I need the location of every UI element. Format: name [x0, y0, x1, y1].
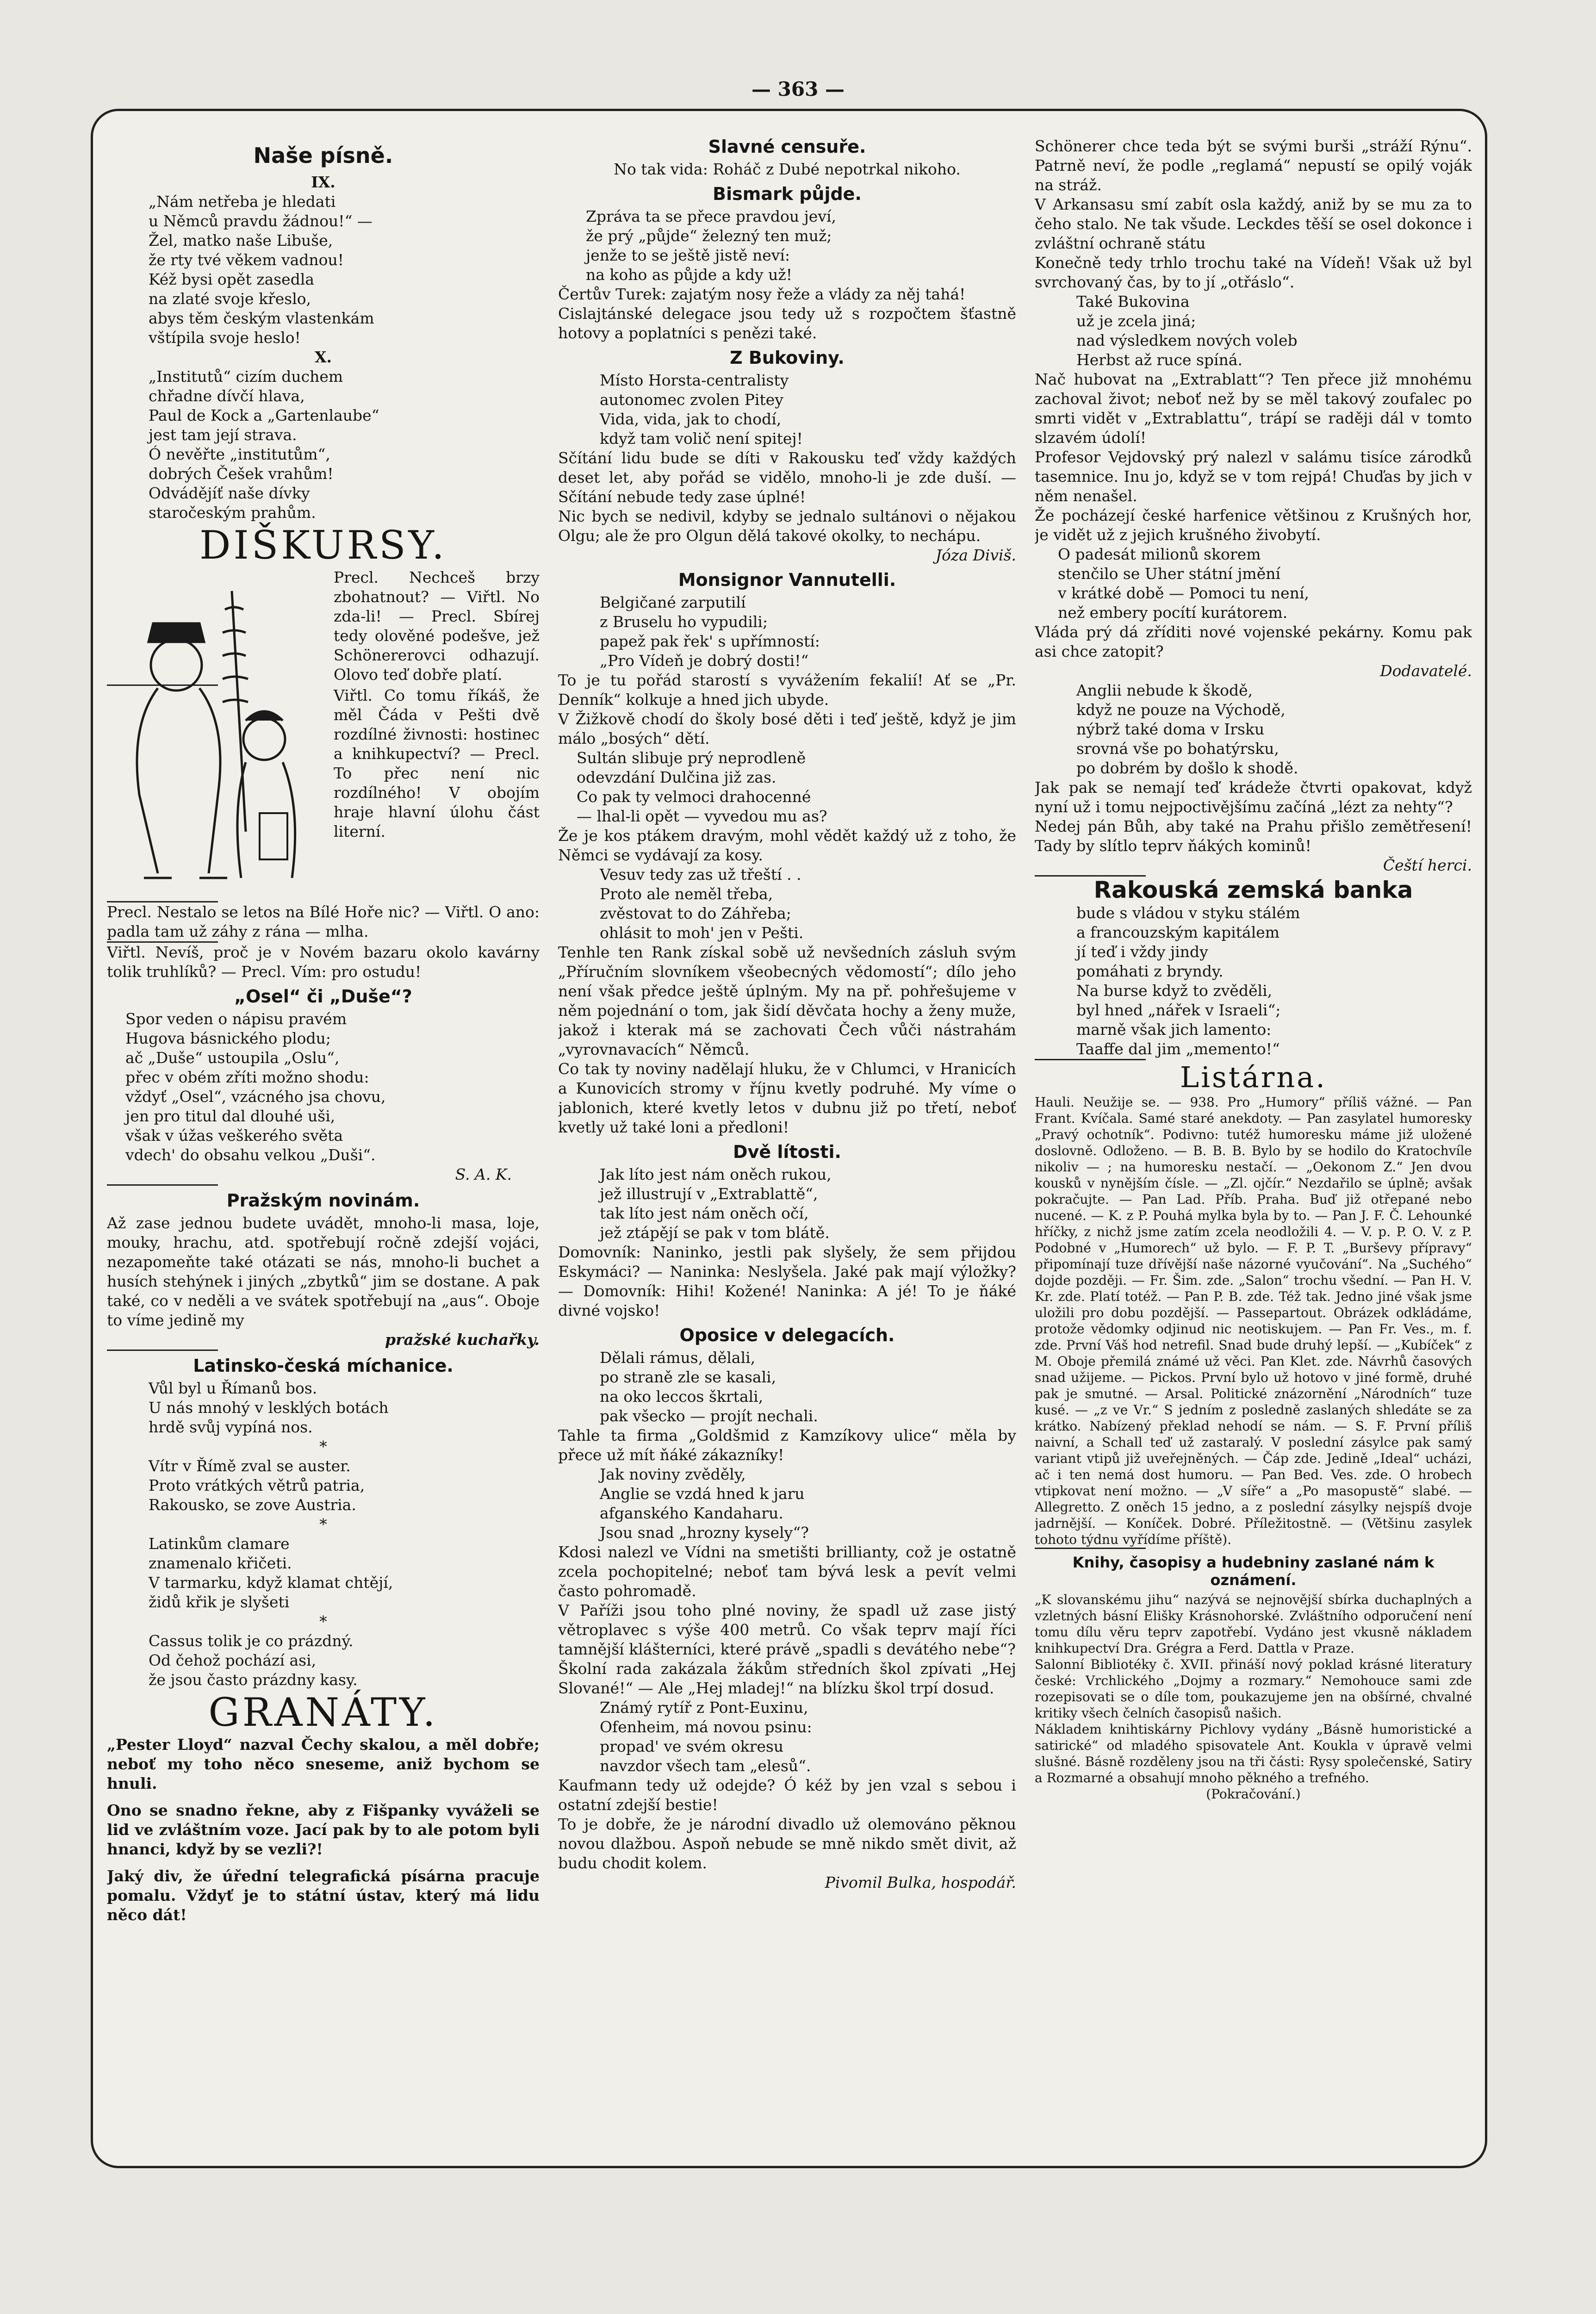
- poem-line: vdech' do obsahu velkou „Duši“.: [125, 1146, 376, 1164]
- poem-line: U nás mnohý v lesklých botách: [149, 1399, 389, 1417]
- poem-line: Hugova básnického plodu;: [125, 1029, 331, 1047]
- poem-line: abys těm českým vlastenkám: [149, 309, 374, 327]
- dve-litosti-title: Dvě lítosti.: [733, 1142, 841, 1162]
- rytir-poem: [558, 1698, 1016, 1776]
- poem-line: *: [319, 1437, 327, 1456]
- poem-line: hrdě svůj vypíná nos.: [149, 1418, 313, 1436]
- divider: [107, 1350, 218, 1351]
- certuv-turek-text: Čertův Turek: zajatým nosy řeže a vlády za něj tahá!: [558, 285, 966, 303]
- nic-bych-text: Nic bych se nedivil, kdyby se jednalo sultánovi o nějakou Olgu; ale že pro Olgun dělá takové okolky, to nechápu.: [558, 507, 1016, 545]
- osel-title: „Osel“ či „Duše“?: [234, 986, 412, 1007]
- poem-line: nad výsledkem nových voleb: [1076, 331, 1298, 349]
- poem-line: ohlásit to moh' jen v Pešti.: [600, 924, 804, 942]
- pariz-text: V Paříži jsou toho plné noviny, že spadl už zase jistý větroplavec s výše 400 metrů. Co však teprv mají říci tamnější klášterníci, které právě „spadli s devátého nebe“?: [558, 1601, 1016, 1658]
- anglie-poem: [1035, 681, 1472, 778]
- goldsmid-text: Tahle ta firma „Goldšmid z Kamzíkovy ulice“ měla by přece už mít ňáké zákazníky!: [558, 1426, 1016, 1464]
- poem-line: pomáhati z bryndy.: [1076, 962, 1223, 980]
- chlumec-text: Co tak ty noviny nadělají hluku, že v Chlumci, v Hranicích a Kunovicích stromy v říjnu kvetly podruhé. My víme o jablonich, které kvetly letos v dubnu již po třetí, neboť kvetly už také loni a předloni!: [558, 1060, 1016, 1136]
- poem-line: na zlaté svoje křeslo,: [149, 290, 311, 308]
- z-bukoviny-title: Z Bukoviny.: [730, 348, 845, 368]
- poem-line: když tam volič není spitej!: [600, 429, 803, 448]
- prazskym-novinam-title: Pražským novinám.: [226, 1190, 420, 1211]
- diskursy-title: DIŠKURSY.: [199, 523, 447, 568]
- dve-litosti-poem: [558, 1165, 1016, 1243]
- diskursy-paragraph: Precl. Nechceš brzy zbohatnout? — Viřtl. No zda-li! — Precl. Sbírej tedy olověné podešve, jež Schönererovci odhazují. Olovo teď dobře platí.: [334, 568, 540, 684]
- monsignor-poem: [558, 593, 1016, 671]
- banka-poem: [1035, 903, 1472, 1059]
- osel-poem: [107, 1009, 540, 1165]
- poem-line: jí teď i vždy jindy: [1076, 943, 1208, 961]
- knihy-paragraph: „K slovanskému jihu“ nazývá se nejnovější sbírka duchaplných a vzletných básní Elišky Krásnohorské. Zvláštního odporučení není tomu dílu věru teprv zapotřebí. Vydáno jest vkusně nákladem knihkupectví Dra. Grégra a Ferd. Dattla v Praze.: [1035, 1592, 1472, 1656]
- poem-line: Známý rytíř z Pont-Euxinu,: [600, 1698, 808, 1717]
- oposice-poem: [558, 1348, 1016, 1426]
- poem-line: Spor veden o nápisu pravém: [125, 1010, 347, 1028]
- listarna-text: Hauli. Neužije se. — 938. Pro „Humory“ příliš vážné. — Pan Frant. Kvíčala. Samé staré anekdoty. — Pan zasylatel humoresky „Pravý ochotník“. Podivno: tutéž humoresku máme již uložené doslovně. Odloženo. — B. B. B. Bylo by se hodilo do Kratochvíle nikoliv — ; na humoresku nestačí. — „Oekonom Z.“ Jen dvou kousků v nynějším čísle. — „Zl. ojčír.“ Nezdařilo se úplně; avšak pokračujte. — Pan Lad. Příb. Praha. Buď již otřepané nebo nucené. — K. z P. Pouhá mylka byla by to. — Pan J. F. Č. Lehounké hříčky, z nichž jsme zatím zcela neodložili 4. — V. p. P. O. V. z P. Podobné v „Humorech“ už bylo. — F. P. T. „Burševy přípravy“ připomínají tuze dřívější naše názorné vyučování“. Na „Suchého“ dojde později. — Fr. Šim. zde. „Salon“ trochu všední. — Pan H. V. Kr. zde. Platí totéž. — Pan P. B. zde. Též tak. Jedno jiné však jsme uložili pro dobu pozdější. — Passepartout. Obrázek odkládáme, protože vědomky odjinud nic neotiskujem. — Pan Fr. Ves., m. f. zde. První Váš hod netrefil. Snad bude druhý lepší. — „Kubíček“ z M. Oboje přemilá známé už věci. Pan Klet. zde. Návrhů časových snad užijeme. — Pickos. První bylo už hotovo v jiné formě, druhé pak je smutné. — Arsal. Politické znázornění „Národních“ tuze kusé. — „z ve Vr.“ S jedním z posledně zaslaných shledáte se za krátko. Nabízený překlad nehodí se nám. — S. F. První příliš naivní, a Schall teď už zastaralý. V poslední zásylce pak samý variant vtipů již uveřejněných. — Čáp zde. Jedině „Ideal“ ucházi, ač i ten nemá dost humoru. — Pan Bed. Ves. zde. O hrobech vtipkovat není možno. — „V síře“ a „Po masopustě“ slabé. — Allegretto. Z oněch 15 jedno, a z poslední zásylky nejspíš dvoje jadrnější. — Koníček. Dobré. Příležitostně. — (Většinu zasylek tohoto týdnu vyřídíme příště).: [1035, 1095, 1472, 1547]
- poem-line: Rakousko, se zove Austria.: [149, 1496, 356, 1514]
- poem-line: Jsou snad „hrozny kysely“?: [600, 1524, 809, 1542]
- diskursy-paragraph: Viřtl. Nevíš, proč je v Novém bazaru okolo kavárny tolik truhlíků? — Precl. Vím: pro ostudu!: [107, 943, 540, 981]
- bismark-poem: [558, 207, 1016, 285]
- poem-line: „Pro Vídeň je dobrý dosti!“: [600, 652, 809, 670]
- latinsko-poem: [107, 1379, 540, 1690]
- poem-line: Zpráva ta se přece pravdou jeví,: [586, 207, 837, 225]
- poem-line: Vida, vida, jak to chodí,: [600, 410, 782, 428]
- knihy-paragraph: Nákladem knihtiskárny Pichlovy vydány „Básně humoristické a satirické“ od mladého spisovatele Ant. Koukla v úpravě velmi slušné. Básně rozděleny jsou na tři části: Rysy společenské, Satiry a Rozmarné a obsahují mnoho pěkného a trefného.: [1035, 1722, 1472, 1785]
- divadlo-text: To je dobře, že je národní divadlo už olemováno pěknou novou dlažbou. Aspoň nebude se mně nikdo smět divit, až budu chodit kolem.: [558, 1815, 1016, 1872]
- poem-line: papež pak řek' s upřímností:: [600, 632, 820, 650]
- divider: [1035, 1548, 1146, 1549]
- zemetreseni-text: Nedej pán Bůh, aby také na Prahu přišlo zemětřesení! Tady by slítlo teprv ňákých kominů!: [1035, 817, 1472, 855]
- z-bukoviny-poem: [558, 371, 1016, 448]
- knihy-title: Knihy, časopisy a hudebniny zaslané nám k oznámení.: [1072, 1554, 1435, 1589]
- poem-line: Cassus tolik je co prázdný.: [149, 1632, 354, 1650]
- song-ix: [107, 192, 540, 348]
- poem-line: Herbst až ruce spíná.: [1076, 351, 1243, 369]
- poem-line: autonomec zvolen Pitey: [600, 391, 783, 409]
- poem-line: Jak noviny zvěděly,: [600, 1465, 746, 1483]
- prazskym-novinam-signature: pražské kuchařky.: [385, 1331, 540, 1349]
- poem-line: než embery pocítí kurátorem.: [1058, 603, 1288, 622]
- poem-line: Vůl byl u Římanů bos.: [149, 1379, 317, 1397]
- scitani-text: Sčítání lidu bude se díti v Rakousku teď vždy každých deset let, aby pořád se vidělo, mnoho-li je zde duší. — Sčítání nebude tedy zase úplné!: [558, 449, 1016, 506]
- poem-line: Ofenheim, má novou psinu:: [600, 1718, 812, 1736]
- bismark-title: Bismark půjde.: [713, 184, 862, 204]
- poem-line: marně však jich lamento:: [1076, 1020, 1272, 1039]
- kradeze-text: Jak pak se nemají teď krádeže čtvrti opakovat, když nyní už i tomu nejpoctivějšímu začíná „lézt za nehty“?: [1035, 778, 1472, 816]
- poem-line: dobrých Češek vrahům!: [149, 465, 334, 483]
- poem-line: stenčilo se Uher státní jmění: [1058, 565, 1281, 583]
- poem-line: Žel, matko naše Libuše,: [149, 231, 333, 249]
- vejdovsky-text: Profesor Vejdovský prý nalezl v salámu tisíce zárodků tasemnice. Inu jo, když se v tom rejpá! Chuďas by jich v něm nenašel.: [1035, 448, 1472, 505]
- poem-line: — lhal-li opět — vyvedou mu as?: [577, 807, 827, 825]
- poem-line: na koho as půjde a kdy už!: [586, 266, 793, 284]
- diskursy-paragraph: Precl. Nestalo se letos na Bílé Hoře nic? — Viřtl. O ano: padla tam už záhy z rána — mlha.: [107, 903, 540, 940]
- poem-line: Dělali rámus, dělali,: [600, 1349, 756, 1367]
- poem-line: odevzdání Dulčina již zas.: [577, 768, 776, 786]
- poem-line: Anglii nebude k škodě,: [1076, 681, 1253, 699]
- arkansas-text: V Arkansasu smí zabít osla každý, aniž by se mu za to čeho stalo. Ne tak všude. Leckdes těší se osel dokonce i zvláštní ochraně státu: [1035, 195, 1472, 252]
- page-frame: [91, 109, 1487, 2168]
- poem-line: z Bruselu ho vypudili;: [600, 613, 768, 631]
- poem-line: u Němců pravdu žádnou!“ —: [149, 212, 373, 230]
- osel-signature: S. A. K.: [455, 1165, 512, 1183]
- monsignor-title: Monsignor Vannutelli.: [678, 570, 896, 590]
- poem-line: Ó nevěřte „institutům“,: [149, 445, 330, 463]
- sultan-poem: [558, 748, 1016, 826]
- granaty-paragraph: „Pester Lloyd“ nazval Čechy skalou, a měl dobře; neboť my toho něco sneseme, aniž bychom se hnuli.: [107, 1736, 540, 1792]
- poem-line: jest tam její strava.: [149, 426, 297, 444]
- poem-line: Také Bukovina: [1076, 292, 1190, 311]
- column-middle: [558, 137, 1016, 2147]
- poem-line: zvěstovat to do Záhřeba;: [600, 904, 791, 922]
- poem-line: ač „Duše“ ustoupila „Oslu“,: [125, 1049, 340, 1067]
- zemetreseni-signature: Čeští herci.: [1383, 856, 1472, 874]
- song-number: X.: [314, 348, 332, 366]
- poem-line: už je zcela jiná;: [1076, 312, 1196, 330]
- poem-line: Paul de Kock a „Gartenlaube“: [149, 406, 379, 424]
- poem-line: tak líto jest nám oněch očí,: [600, 1204, 809, 1222]
- poem-line: O padesát milionů skorem: [1058, 545, 1261, 563]
- poem-line: po dobrém by došlo k shodě.: [1076, 759, 1298, 777]
- poem-line: *: [319, 1612, 327, 1630]
- poem-line: bude s vládou v styku stálém: [1076, 904, 1300, 922]
- poem-line: „Institutů“ cizím duchem: [149, 367, 343, 386]
- poem-line: chřadne dívčí hlava,: [149, 387, 305, 405]
- slavne-censure-text: No tak vida: Roháč z Dubé nepotrkal nikoho.: [614, 160, 961, 178]
- poem-line: jež illustrují v „Extrablattě“,: [600, 1185, 818, 1203]
- divadlo-signature: Pivomil Bulka, hospodář.: [825, 1873, 1016, 1891]
- diskursy-cartoon-illustration: [107, 572, 324, 896]
- nase-pisne-title: Naše písně.: [253, 143, 393, 168]
- poem-line: že jsou často prázdny kasy.: [149, 1671, 358, 1689]
- poem-line: navzdor všech tam „elesů“.: [600, 1757, 811, 1775]
- kaufmann-text: Kaufmann tedy už odejde? Ó kéž by jen vzal s sebou i ostatní zdejší bestie!: [558, 1776, 1016, 1814]
- diskursy-paragraph: Viřtl. Co tomu říkáš, že měl Čáda v Pešti dvě rozdílné živnosti: hostinec a knihkupectví? — Precl. To přec není nic rozdílného! V obojím hraje hlavní úlohu část literní.: [334, 686, 540, 840]
- poem-line: znamenalo křičeti.: [149, 1554, 292, 1572]
- poem-line: v krátké době — Pomoci tu není,: [1058, 584, 1309, 602]
- granaty-title: GRANÁTY.: [208, 1690, 438, 1735]
- viden-text: Konečně tedy trhlo trochu také na Vídeň! Však už byl svrchovaný čas, by to jí „otřáslo“.: [1035, 254, 1472, 291]
- domovnik-text: Domovník: Naninko, jestli pak slyšely, že sem přijdou Eskymáci? — Naninka: Neslyšela. Jaké pak mají výložky? — Domovník: Hihi! Kožené! Naninka: A jé! To je ňáké divné vojsko!: [558, 1243, 1016, 1319]
- poem-line: Sultán slibuje prý neprodleně: [577, 749, 806, 767]
- poem-line: a francouzským kapitálem: [1076, 923, 1280, 941]
- miliony-poem: [1035, 545, 1472, 622]
- skolni-rada-text: Školní rada zakázala žákům středních škol zpívati „Hej Slované!“ — Ale „Hej mladej!“ na blízku škol trpí dosud.: [558, 1660, 1016, 1697]
- fekalie-text: To je tu pořád starostí s vyvážením fekalií! Ať se „Pr. Denník“ kolkuje a hned jich ubyde.: [558, 671, 1016, 709]
- poem-line: afganského Kandaharu.: [600, 1504, 783, 1522]
- poem-line: jen pro titul dal dlouhé uši,: [125, 1107, 335, 1125]
- granaty-paragraph: Jaký div, že úřední telegrafická písárna pracuje pomalu. Vždyť je to státní ústav, který má lidu něco dát!: [107, 1867, 540, 1924]
- poem-line: staročeským prahům.: [149, 504, 316, 522]
- divider: [107, 1184, 218, 1186]
- poem-line: *: [319, 1515, 327, 1533]
- poem-line: Jak líto jest nám oněch rukou,: [600, 1165, 832, 1183]
- pekarny-text: Vláda prý dá zříditi nové vojenské pekárny. Komu pak asi chce zatopit?: [1035, 623, 1472, 660]
- nic-bych-signature: Józa Diviš.: [935, 546, 1016, 564]
- cislajtanske-text: Cislajtánské delegace jsou tedy už s rozpočtem šťastně hotovy a poplatníci s penězi také.: [558, 305, 1016, 342]
- poem-line: vždyť „Osel“, vzácného jsa chovu,: [125, 1088, 386, 1106]
- rank-text: Tenhle ten Rank získal sobě už nevšedních zásluh svým „Příručním slovníkem všeobecných vědomostí“; dílo jeho není však předce ještě úplným. My na př. pohřešujeme v něm pojednání o tom, jak šidí děvčata hochy a ženy muže, jakož i kterak má se zachovati Čech vůči nástrahám „vyrovnavacích“ Němců.: [558, 943, 1016, 1058]
- poem-line: srovná vše po bohatýrsku,: [1076, 740, 1279, 758]
- schonerer-text: Schönerer chce teda být se svými burši „stráží Rýnu“. Patrně neví, že podle „reglamá“ nepustí se opilý voják na stráž.: [1035, 137, 1472, 194]
- song-number: IX.: [311, 173, 335, 191]
- poem-line: Proto ale neměl třeba,: [600, 885, 773, 903]
- prazskym-novinam-text: Až zase jednou budete uvádět, mnoho-li masa, loje, mouky, hrachu, atd. spotřebují ročně zdejší vojáci, nezapomeňte také otázati se nás, mnoho-li buchet a husích stehýnek i jiných „zbytků“ jim se dostane. A pak také, co v neděli a ve svátek spotřebují na „aus“. Oboje to víme jedině my: [107, 1214, 540, 1329]
- zizkov-text: V Žižkově chodí do školy bosé děti i teď ještě, když je jim málo „bosých“ dětí.: [558, 710, 1016, 747]
- poem-line: Odvádějíť naše dívky: [149, 484, 310, 502]
- poem-line: Proto vrátkých větrů patria,: [149, 1476, 365, 1494]
- oposice-title: Oposice v delegacích.: [679, 1325, 895, 1345]
- poem-line: Na burse když to zvěděli,: [1076, 982, 1273, 1000]
- knihy-paragraph: Salonní Bibliotéky č. XVII. přináší nový poklad krásné literatury české: Vrchlického „Dojmy a rozmary.“ Nemohouce sami zde rozepisovati se o díle tom, poukazujeme jen na obšírné, chvalné kritiky všech čelních časopisů našich.: [1035, 1657, 1472, 1721]
- poem-line: Kéž bysi opět zasedla: [149, 270, 315, 288]
- poem-line: Místo Horsta-centralisty: [600, 371, 789, 389]
- knihy-continued: (Pokračování.): [1206, 1786, 1301, 1802]
- harfenice-text: Že pocházejí české harfenice většinou z Krušných hor, je vidět už z jejich krušného živobytí.: [1035, 506, 1472, 544]
- song-x: [107, 367, 540, 523]
- bukovina-poem: [1035, 292, 1472, 370]
- poem-line: přec v obém zříti možno shodu:: [125, 1068, 369, 1086]
- poem-line: Latinkům clamare: [149, 1535, 290, 1553]
- poem-line: Taaffe dal jim „memento!“: [1076, 1040, 1280, 1058]
- page-number: — 363 —: [751, 78, 845, 100]
- poem-line: Od čehož pochází asi,: [149, 1651, 317, 1669]
- poem-line: nýbrž také doma v Irsku: [1076, 720, 1265, 738]
- poem-line: Anglie se vzdá hned k jaru: [600, 1485, 805, 1503]
- poem-line: židů křik je slyšeti: [149, 1593, 290, 1611]
- listarna-title: Listárna.: [1180, 1060, 1327, 1094]
- poem-line: že rty tvé věkem vadnou!: [149, 251, 344, 269]
- poem-line: Co pak ty velmoci drahocenné: [577, 788, 811, 806]
- poem-line: „Nám netřeba je hledati: [149, 193, 336, 211]
- brillianty-text: Kdosi nalezl ve Vídni na smetišti brillianty, což je ostatně zcela pochopitelné; neboť tam bývá lesk a pevít velmi často pohromadě.: [558, 1543, 1016, 1600]
- poem-line: jenže to se ještě jistě neví:: [586, 246, 790, 264]
- poem-line: Vesuv tedy zas už třeští . .: [600, 865, 801, 883]
- poem-line: však v úžas veškerého světa: [125, 1126, 343, 1145]
- poem-line: že prý „půjde“ železný ten muž;: [586, 227, 832, 245]
- banka-title: Rakouská zemská banka: [1093, 877, 1413, 903]
- extrablatt-text: Nač hubovat na „Extrablatt“? Ten přece již mnohému zachoval život; neboť než by se měl takový zoufalec po smrti vidět v „Extrablattu“, trápí se raději dál v tomto slzavém údolí!: [1035, 370, 1472, 447]
- latinsko-title: Latinsko-česká míchanice.: [193, 1356, 453, 1376]
- column-right: [1035, 137, 1472, 2147]
- poem-line: jež ztápějí se pak v tom blátě.: [600, 1224, 830, 1242]
- slavne-censure-title: Slavné censuře.: [708, 137, 866, 157]
- column-left: [107, 137, 540, 2147]
- poem-line: na oko leccos škrtali,: [600, 1387, 764, 1406]
- poem-line: pak všecko — projít nechali.: [600, 1407, 818, 1425]
- vesuv-poem: [558, 865, 1016, 943]
- poem-line: když ne pouze na Východě,: [1076, 701, 1285, 719]
- poem-line: propad' ve svém okresu: [600, 1737, 784, 1755]
- poem-line: V tarmarku, když klamat chtějí,: [149, 1574, 393, 1592]
- granaty-paragraph: Ono se snadno řekne, aby z Fišpanky vyváželi se lid ve zvláštním voze. Jací pak by to ale potom byli hnanci, když by se vezli?!: [107, 1801, 540, 1858]
- kandahar-poem: [558, 1465, 1016, 1543]
- poem-line: Belgičané zarputilí: [600, 593, 746, 611]
- pekarny-signature: Dodavatelé.: [1380, 662, 1472, 680]
- poem-line: po straně zle se kasali,: [600, 1368, 776, 1386]
- poem-line: byl hned „nářek v Israeli“;: [1076, 1001, 1281, 1019]
- poem-line: vštípila svoje heslo!: [149, 329, 301, 347]
- kos-text: Že je kos ptákem dravým, mohl vědět každý už z toho, že Němci se vydávají za kosy.: [558, 827, 1016, 864]
- poem-line: Vítr v Římě zval se auster.: [149, 1457, 351, 1475]
